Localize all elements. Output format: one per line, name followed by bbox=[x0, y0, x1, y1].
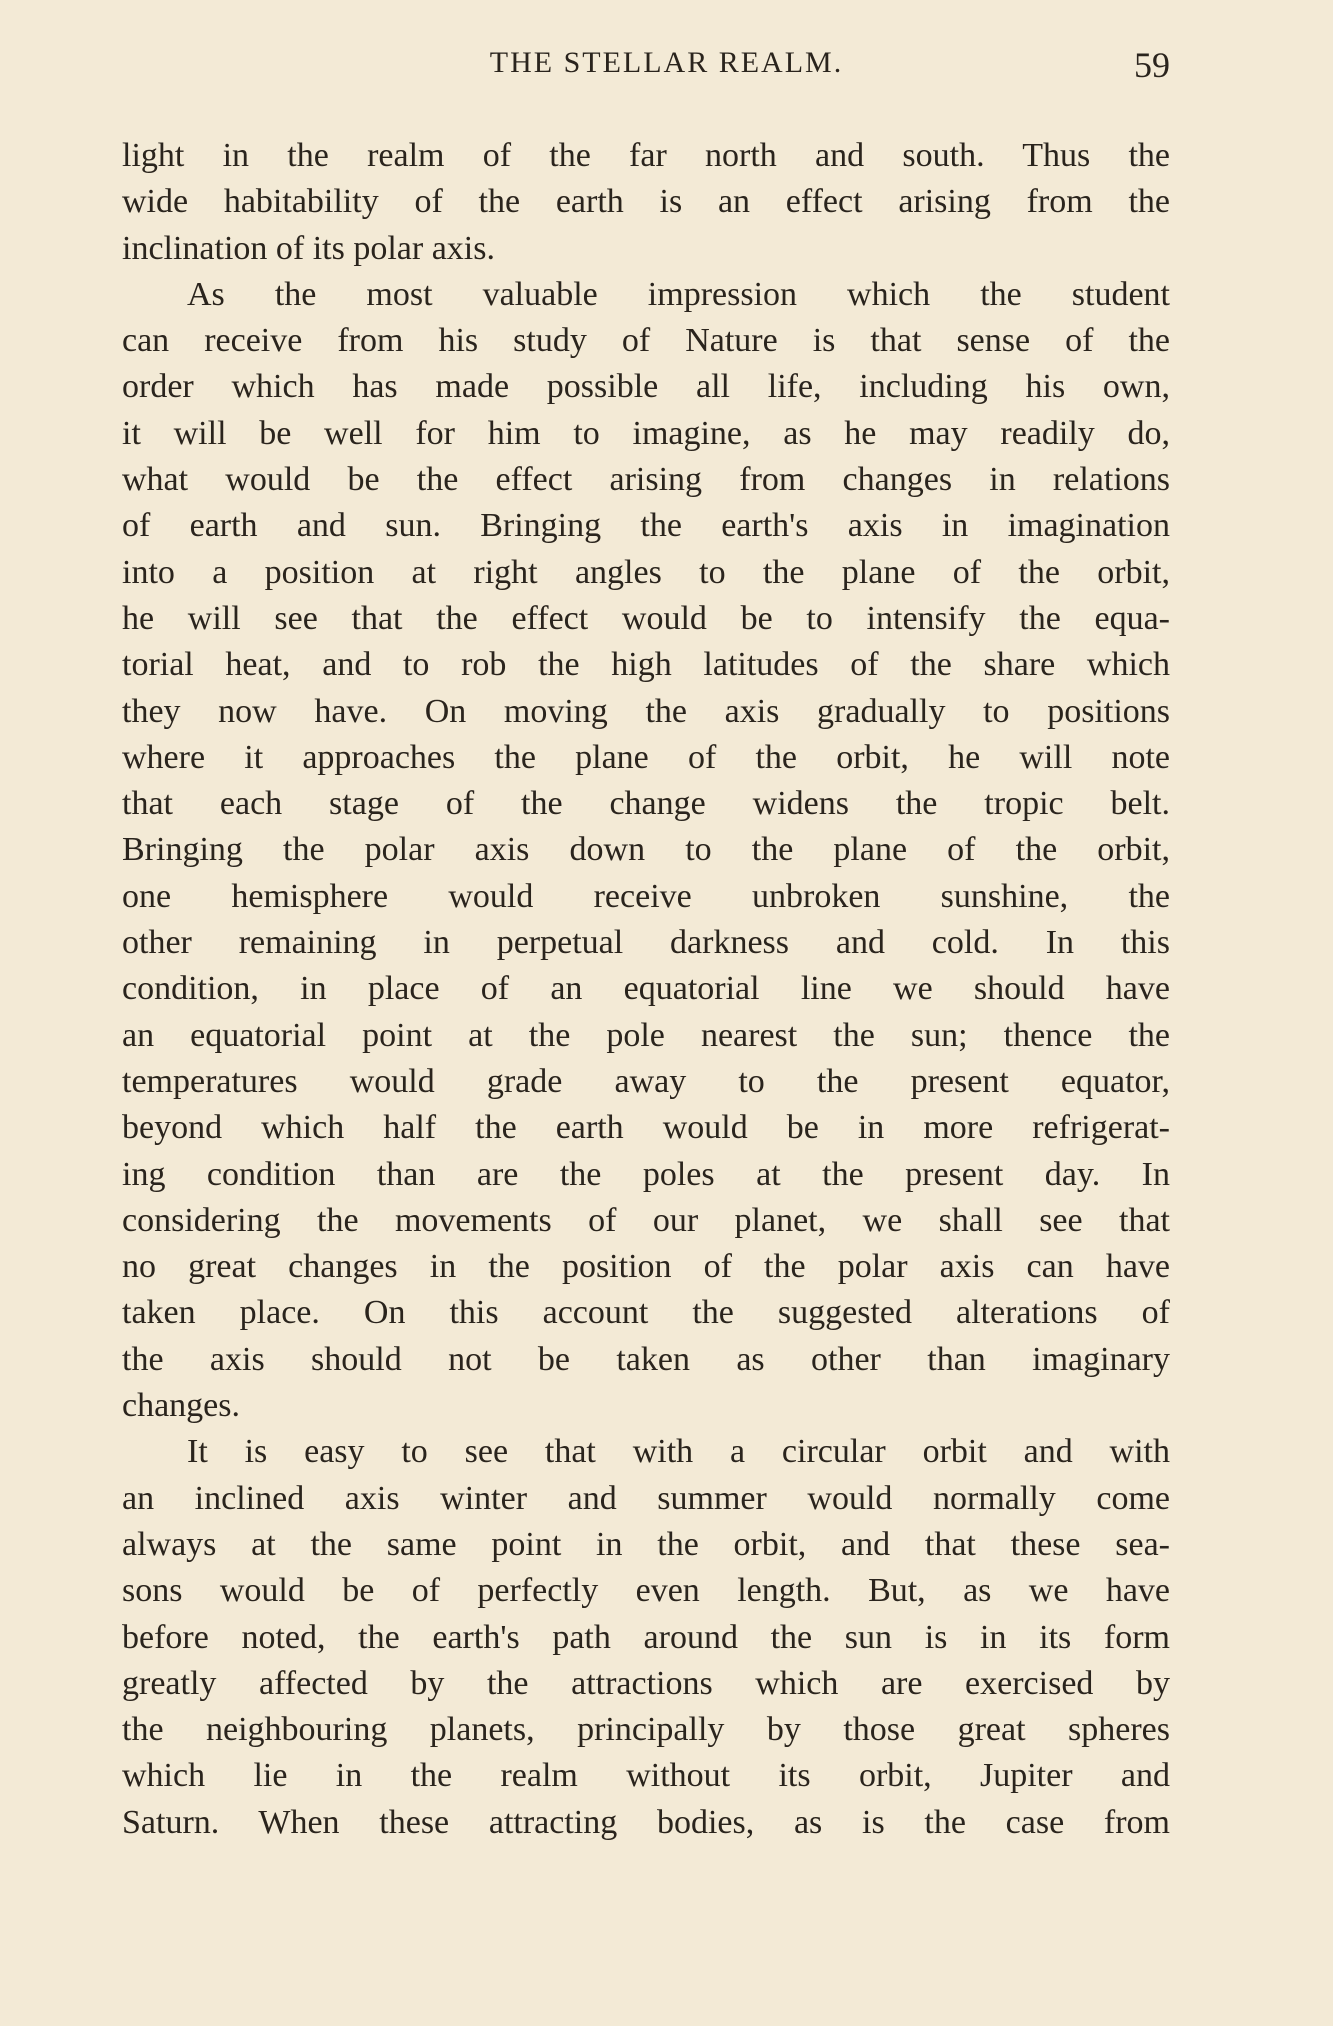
running-title: THE STELLAR REALM. bbox=[489, 46, 844, 79]
paragraph-start-line: As the most valuable impression which the student bbox=[187, 275, 1170, 313]
text-line: greatly affected by the attractions which are exercised by bbox=[122, 1664, 1170, 1702]
text-line: Saturn. When these attracting bodies, as is the case from bbox=[122, 1803, 1170, 1841]
text-line: wide habitability of the earth is an effect arising from the bbox=[122, 183, 1170, 221]
text-line: ing condition than are the poles at the present day. In bbox=[122, 1155, 1170, 1193]
text-line: Bringing the polar axis down to the plane of the orbit, bbox=[122, 831, 1170, 869]
text-line: order which has made possible all life, including his own, bbox=[122, 368, 1170, 406]
text-line: condition, in place of an equatorial line we should have bbox=[122, 970, 1170, 1008]
text-line: one hemisphere would receive unbroken sunshine, the bbox=[122, 877, 1170, 915]
text-line: an equatorial point at the pole nearest the sun; thence the bbox=[122, 1016, 1170, 1054]
text-line: inclination of its polar axis. bbox=[122, 229, 495, 267]
text-line: other remaining in perpetual darkness and cold. In this bbox=[122, 924, 1170, 962]
text-line: which lie in the realm without its orbit, Jupiter and bbox=[122, 1757, 1170, 1795]
text-line: that each stage of the change widens the tropic belt. bbox=[122, 785, 1170, 823]
text-line: they now have. On moving the axis gradually to positions bbox=[122, 692, 1170, 730]
text-line: can receive from his study of Nature is that sense of the bbox=[122, 322, 1170, 360]
text-line: torial heat, and to rob the high latitudes of the share which bbox=[122, 646, 1170, 684]
text-line: what would be the effect arising from changes in relations bbox=[122, 461, 1170, 499]
text-line: of earth and sun. Bringing the earth's axis in imagination bbox=[122, 507, 1170, 545]
text-line: he will see that the effect would be to intensify the equa- bbox=[122, 599, 1170, 637]
text-line: where it approaches the plane of the orbit, he will note bbox=[122, 738, 1170, 776]
text-line: always at the same point in the orbit, and that these sea- bbox=[122, 1525, 1170, 1563]
page-number: 59 bbox=[1134, 45, 1170, 85]
text-line: considering the movements of our planet, we shall see that bbox=[122, 1201, 1170, 1239]
text-line: before noted, the earth's path around the sun is in its form bbox=[122, 1618, 1170, 1656]
paragraph-start-line: It is easy to see that with a circular orbit and with bbox=[187, 1433, 1170, 1471]
body-text bbox=[122, 133, 1170, 1846]
text-line: beyond which half the earth would be in more refrigerat- bbox=[122, 1109, 1170, 1147]
text-line: into a position at right angles to the plane of the orbit, bbox=[122, 553, 1170, 591]
running-head bbox=[0, 46, 1333, 86]
text-line: sons would be of perfectly even length. But, as we have bbox=[122, 1572, 1170, 1610]
text-line: changes. bbox=[122, 1387, 241, 1425]
text-line: the neighbouring planets, principally by those great spheres bbox=[122, 1711, 1170, 1749]
text-line: no great changes in the position of the polar axis can have bbox=[122, 1248, 1170, 1286]
text-line: the axis should not be taken as other than imaginary bbox=[122, 1340, 1170, 1378]
text-line: temperatures would grade away to the present equator, bbox=[122, 1062, 1170, 1100]
text-line: taken place. On this account the suggested alterations of bbox=[122, 1294, 1170, 1332]
text-line: light in the realm of the far north and south. Thus the bbox=[122, 137, 1170, 174]
text-line: an inclined axis winter and summer would normally come bbox=[122, 1479, 1170, 1517]
text-line: it will be well for him to imagine, as he may readily do, bbox=[122, 414, 1170, 452]
